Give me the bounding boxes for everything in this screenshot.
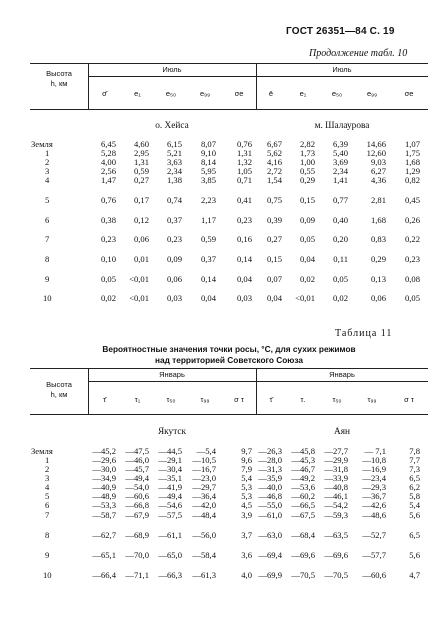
table-cell: 1,73 — [299, 148, 315, 158]
table-cell: —35,1 — [158, 473, 182, 483]
table-cell: 6,2 — [409, 482, 420, 492]
row-height-label: 1 — [45, 148, 50, 158]
table-cell: 1,54 — [266, 175, 282, 185]
table-cell: 6,39 — [332, 139, 348, 149]
table-cell: —68,9 — [125, 530, 149, 540]
table-cell: —31,3 — [258, 464, 282, 474]
table-cell: 9,03 — [370, 157, 386, 167]
table-cell: —62,7 — [92, 530, 116, 540]
height-column-header: Высота h, км — [46, 69, 72, 88]
row-height-label: 2 — [45, 157, 50, 167]
row-height-label: Земля — [31, 446, 53, 456]
table-cell: 12,60 — [366, 148, 386, 158]
table-cell: 0,17 — [133, 195, 149, 205]
table-cell: 0,16 — [236, 234, 252, 244]
table-cell: 3,63 — [166, 157, 182, 167]
table-cell: 4,5 — [241, 500, 252, 510]
table-cell: 5,8 — [409, 491, 420, 501]
table-cell: 14,66 — [366, 139, 386, 149]
table-cell: 0,41 — [236, 195, 252, 205]
row-height-label: 4 — [45, 175, 50, 185]
table-cell: —66,4 — [92, 570, 116, 580]
table-cell: —36,7 — [362, 491, 386, 501]
table-cell: 5,40 — [332, 148, 348, 158]
table-cell: 1,32 — [236, 157, 252, 167]
row-height-label: 7 — [45, 510, 50, 520]
table-cell: 4,60 — [133, 139, 149, 149]
table-cell: 0,26 — [404, 215, 420, 225]
table-cell: 5,6 — [409, 550, 420, 560]
month-header-left: Июль — [162, 65, 182, 74]
row-height-label: 9 — [45, 550, 50, 560]
table-cell: —61,3 — [192, 570, 216, 580]
table-continuation-label: Продолжение табл. 10 — [309, 48, 408, 59]
table-cell: —59,3 — [324, 510, 348, 520]
table-cell: 0,01 — [133, 254, 149, 264]
table-cell: —66,8 — [125, 500, 149, 510]
table-cell: —46,0 — [125, 455, 149, 465]
table-cell: —40,8 — [324, 482, 348, 492]
table-cell: —68,4 — [291, 530, 315, 540]
table-cell: —40,0 — [258, 482, 282, 492]
table-cell: —45,7 — [125, 464, 149, 474]
table-cell: —10,5 — [192, 455, 216, 465]
table-cell: —54,2 — [324, 500, 348, 510]
table-cell: 8,07 — [200, 139, 216, 149]
table-cell: 0,37 — [200, 254, 216, 264]
table-cell: 3,7 — [241, 530, 252, 540]
table-cell: 0,15 — [266, 254, 282, 264]
table-cell: 7,8 — [409, 446, 420, 456]
table-cell: 1,38 — [166, 175, 182, 185]
table-cell: 2,23 — [200, 195, 216, 205]
table-cell: 0,05 — [404, 293, 420, 303]
table-cell: 1,68 — [370, 215, 386, 225]
table-cell: —63,5 — [324, 530, 348, 540]
row-height-label: 3 — [45, 473, 50, 483]
row-height-label: 7 — [45, 234, 50, 244]
table-cell: 0,59 — [200, 234, 216, 244]
row-height-label: 8 — [45, 254, 50, 264]
table-cell: —54,6 — [158, 500, 182, 510]
table-cell: 3,6 — [241, 550, 252, 560]
table-cell: 1,31 — [133, 157, 149, 167]
table-cell: 1,68 — [404, 157, 420, 167]
table-cell: 1,47 — [100, 175, 116, 185]
table-cell: 3,69 — [332, 157, 348, 167]
table-cell: — 7,1 — [364, 446, 386, 456]
table-cell: —67,9 — [125, 510, 149, 520]
table-cell: 4,36 — [370, 175, 386, 185]
table-cell: 2,34 — [166, 166, 182, 176]
table-cell: —45,8 — [291, 446, 315, 456]
table-cell: —66,5 — [291, 500, 315, 510]
row-height-label: 9 — [45, 274, 50, 284]
table-cell: 2,72 — [266, 166, 282, 176]
table-cell: 3,85 — [200, 175, 216, 185]
table-cell: —63,0 — [258, 530, 282, 540]
table-cell: —54,0 — [125, 482, 149, 492]
table-cell: 0,20 — [332, 234, 348, 244]
table-cell: 8,14 — [200, 157, 216, 167]
table-cell: 0,82 — [404, 175, 420, 185]
table-cell: 9,6 — [241, 455, 252, 465]
table-cell: 0,11 — [333, 254, 348, 264]
table-cell: 0,02 — [100, 293, 116, 303]
table-cell: —49,2 — [291, 473, 315, 483]
table-cell: 0,27 — [266, 234, 282, 244]
table-cell: —5,4 — [196, 446, 216, 456]
table-cell: 4,16 — [266, 157, 282, 167]
table-cell: —60,6 — [362, 570, 386, 580]
table-cell: 1,29 — [404, 166, 420, 176]
table-cell: <0,01 — [129, 274, 149, 284]
table-cell: —34,9 — [92, 473, 116, 483]
column-headers-left: σ̄ e₁ e₅₀ e₉₉ σe — [102, 89, 244, 98]
table-cell: 0,14 — [236, 254, 252, 264]
column-headers-left-2: τ̄ τ₁ τ₅₀ τ₉₉ σ τ — [103, 395, 244, 404]
table-cell: 2,95 — [133, 148, 149, 158]
table-cell: —70,5 — [291, 570, 315, 580]
table-cell: —61,0 — [258, 510, 282, 520]
table-cell: 0,04 — [200, 293, 216, 303]
table-cell: —70,5 — [324, 570, 348, 580]
table-cell: 2,81 — [370, 195, 386, 205]
table-cell: —56,0 — [192, 530, 216, 540]
table-cell: —16,7 — [192, 464, 216, 474]
table-cell: —60,6 — [125, 491, 149, 501]
table-cell: —10,8 — [362, 455, 386, 465]
table-cell: 0,40 — [332, 215, 348, 225]
row-height-label: 5 — [45, 195, 50, 205]
table-cell: <0,01 — [129, 293, 149, 303]
table-cell: 1,75 — [404, 148, 420, 158]
table-cell: 6,27 — [370, 166, 386, 176]
table-cell: 6,5 — [409, 530, 420, 540]
table-cell: —66,3 — [158, 570, 182, 580]
table-cell: 0,45 — [404, 195, 420, 205]
table-cell: —16,9 — [362, 464, 386, 474]
height-column-header-2: Высота h, км — [46, 380, 72, 399]
table-cell: —40,9 — [92, 482, 116, 492]
row-height-label: 6 — [45, 215, 50, 225]
table-cell: 0,37 — [166, 215, 182, 225]
table-cell: 0,83 — [370, 234, 386, 244]
table-cell: 0,04 — [299, 254, 315, 264]
page-header: ГОСТ 26351—84 С. 19 — [286, 26, 395, 37]
table-cell: 4,00 — [100, 157, 116, 167]
table-cell: 6,45 — [100, 139, 116, 149]
table-cell: 0,76 — [100, 195, 116, 205]
table-cell: —70,0 — [125, 550, 149, 560]
table-cell: 4,0 — [241, 570, 252, 580]
table-cell: 0,23 — [236, 215, 252, 225]
table-cell: —47,5 — [125, 446, 149, 456]
table-cell: —65,1 — [92, 550, 116, 560]
table-cell: 0,15 — [299, 195, 315, 205]
table-cell: 0,55 — [299, 166, 315, 176]
table-cell: 1,07 — [404, 139, 420, 149]
table-cell: —36,4 — [192, 491, 216, 501]
table-cell: —69,6 — [324, 550, 348, 560]
table-cell: 0,05 — [100, 274, 116, 284]
row-height-label: 4 — [45, 482, 50, 492]
month-header-left-2: Январь — [159, 370, 185, 379]
station-label-left: о. Хейса — [155, 121, 189, 131]
table-cell: —46,1 — [324, 491, 348, 501]
table-cell: 9,7 — [241, 446, 252, 456]
table-cell: 0,71 — [236, 175, 252, 185]
table-cell: 5,95 — [200, 166, 216, 176]
table-cell: 0,04 — [236, 274, 252, 284]
table-cell: —41,9 — [158, 482, 182, 492]
row-height-label: 3 — [45, 166, 50, 176]
table-cell: —44,5 — [158, 446, 182, 456]
table-cell: 0,23 — [166, 234, 182, 244]
table-cell: 0,29 — [299, 175, 315, 185]
table-cell: <0,01 — [295, 293, 315, 303]
table-cell: —57,5 — [158, 510, 182, 520]
table-cell: 0,59 — [133, 166, 149, 176]
row-height-label: 10 — [43, 570, 52, 580]
table-cell: 6,5 — [409, 473, 420, 483]
table-cell: 0,14 — [200, 274, 216, 284]
table-cell: —29,9 — [324, 455, 348, 465]
table-cell: 0,77 — [332, 195, 348, 205]
column-headers-right-2: τ̄ τ. τ₅₀ τ₉₉ σ τ — [269, 395, 414, 404]
table-cell: —67,5 — [291, 510, 315, 520]
table-cell: —65,0 — [158, 550, 182, 560]
table-cell: —48,9 — [92, 491, 116, 501]
table-cell: —48,4 — [192, 510, 216, 520]
table-cell: —46,7 — [291, 464, 315, 474]
table-cell: —28,0 — [258, 455, 282, 465]
row-height-label: 8 — [45, 530, 50, 540]
table-cell: 5,62 — [266, 148, 282, 158]
table-cell: 7,9 — [241, 464, 252, 474]
table-cell: 1,00 — [299, 157, 315, 167]
table-cell: 0,06 — [133, 234, 149, 244]
table-cell: —60,2 — [291, 491, 315, 501]
table-cell: —49,4 — [125, 473, 149, 483]
table-cell: 7,7 — [409, 455, 420, 465]
table-cell: 0,29 — [370, 254, 386, 264]
table-cell: 0,03 — [236, 293, 252, 303]
row-height-label: Земля — [31, 139, 53, 149]
table-cell: 0,76 — [236, 139, 252, 149]
table-cell: 0,38 — [100, 215, 116, 225]
table-cell: —33,9 — [324, 473, 348, 483]
table-cell: 0,02 — [332, 293, 348, 303]
table-cell: 5,28 — [100, 148, 116, 158]
table-cell: 2,56 — [100, 166, 116, 176]
table-cell: —27,7 — [324, 446, 348, 456]
table-cell: 0,08 — [404, 274, 420, 284]
table-cell: 5,4 — [241, 473, 252, 483]
station-label-left-2: Якутск — [157, 427, 187, 437]
table-cell: 0,07 — [266, 274, 282, 284]
table-cell: 0,27 — [133, 175, 149, 185]
table-cell: 0,05 — [332, 274, 348, 284]
table-cell: —53,6 — [291, 482, 315, 492]
row-height-label: 1 — [45, 455, 50, 465]
table-cell: 0,09 — [299, 215, 315, 225]
table-cell: 2,34 — [332, 166, 348, 176]
table-cell: —48,6 — [362, 510, 386, 520]
table-cell: 6,15 — [166, 139, 182, 149]
station-label-right-2: Аян — [334, 427, 350, 437]
table-cell: 0,13 — [370, 274, 386, 284]
table-cell: —46,8 — [258, 491, 282, 501]
month-header-right-2: Январь — [329, 370, 355, 379]
table-cell: —30,0 — [92, 464, 116, 474]
table-cell: —30,4 — [158, 464, 182, 474]
table-cell: —29,6 — [92, 455, 116, 465]
table-cell: 4,7 — [409, 570, 420, 580]
table-cell: 5,3 — [241, 491, 252, 501]
table-cell: 1,17 — [200, 215, 216, 225]
table-cell: 0,06 — [166, 274, 182, 284]
table-cell: 0,74 — [166, 195, 182, 205]
table-cell: 0,75 — [266, 195, 282, 205]
table-cell: 0,09 — [166, 254, 182, 264]
table-cell: —45,2 — [92, 446, 116, 456]
table-cell: 0,04 — [266, 293, 282, 303]
table-cell: —29,3 — [362, 482, 386, 492]
table-cell: —58,4 — [192, 550, 216, 560]
table-cell: 5,3 — [241, 482, 252, 492]
table-cell: —55,0 — [258, 500, 282, 510]
table-cell: 1,31 — [236, 148, 252, 158]
table-cell: 5,6 — [409, 510, 420, 520]
table-cell: —71,1 — [125, 570, 149, 580]
table-cell: —52,7 — [362, 530, 386, 540]
table-cell: 9,10 — [200, 148, 216, 158]
row-height-label: 5 — [45, 491, 50, 501]
table-cell: 0,02 — [299, 274, 315, 284]
table-cell: 0,22 — [404, 234, 420, 244]
table-cell: 1,41 — [332, 175, 348, 185]
table-cell: —42,6 — [362, 500, 386, 510]
table-cell: —35,9 — [258, 473, 282, 483]
table-cell: —23,4 — [362, 473, 386, 483]
table-cell: —45,3 — [291, 455, 315, 465]
table-cell: —53,3 — [92, 500, 116, 510]
table-cell: —42,0 — [192, 500, 216, 510]
table-cell: 0,12 — [133, 215, 149, 225]
table-cell: —31,8 — [324, 464, 348, 474]
table-cell: 0,39 — [266, 215, 282, 225]
row-height-label: 2 — [45, 464, 50, 474]
table-cell: —29,1 — [158, 455, 182, 465]
table-cell: —57,7 — [362, 550, 386, 560]
station-label-right: м. Шалаурова — [314, 121, 370, 131]
table-cell: —61,1 — [158, 530, 182, 540]
table-cell: 0,05 — [299, 234, 315, 244]
table-cell: —49,4 — [158, 491, 182, 501]
table-cell: 3,9 — [241, 510, 252, 520]
table-cell: —29,7 — [192, 482, 216, 492]
table-cell: 0,23 — [404, 254, 420, 264]
column-headers-right: ē e₁ e₅₀ e₉₉ σe — [268, 89, 414, 98]
table-cell: 5,4 — [409, 500, 420, 510]
row-height-label: 10 — [43, 293, 52, 303]
table-cell: 0,23 — [100, 234, 116, 244]
table-cell: 7,3 — [409, 464, 420, 474]
table-cell: —69,4 — [258, 550, 282, 560]
table-cell: 2,82 — [299, 139, 315, 149]
table-11-title: Вероятностные значения точки росы, °С, для сухих режимов над территорией Советского Союза — [102, 344, 356, 365]
table-cell: —69,6 — [291, 550, 315, 560]
table-cell: —69,9 — [258, 570, 282, 580]
month-header-right: Июль — [332, 65, 352, 74]
table-cell: —26,3 — [258, 446, 282, 456]
table-cell: —23,0 — [192, 473, 216, 483]
table-cell: 0,10 — [100, 254, 116, 264]
table-cell: —58,7 — [92, 510, 116, 520]
table-cell: 0,06 — [370, 293, 386, 303]
table-cell: 0,03 — [166, 293, 182, 303]
table-cell: 1,05 — [236, 166, 252, 176]
table-cell: 6,67 — [266, 139, 282, 149]
table-11-label: Таблица 11 — [335, 328, 393, 339]
row-height-label: 6 — [45, 500, 50, 510]
table-cell: 5,21 — [166, 148, 182, 158]
